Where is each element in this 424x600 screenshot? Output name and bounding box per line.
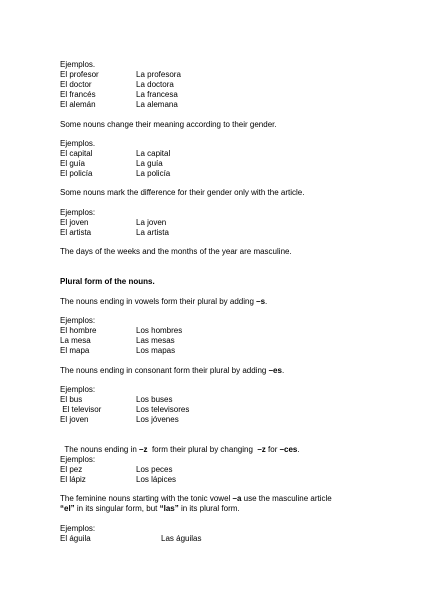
rule-paragraph bbox=[60, 494, 332, 504]
example-left: El profesor bbox=[60, 70, 99, 79]
example-left: El bus bbox=[60, 395, 83, 404]
example-right: La guía bbox=[136, 159, 163, 168]
example-right: La profesora bbox=[136, 70, 181, 79]
rule-suffix: –s bbox=[256, 297, 266, 306]
example-left: El joven bbox=[60, 218, 89, 227]
examples-label: Ejemplos. bbox=[60, 60, 96, 69]
rule-text: . bbox=[265, 297, 268, 306]
rule-paragraph bbox=[60, 297, 267, 307]
example-left: El francés bbox=[60, 90, 96, 99]
example-left: El guía bbox=[60, 159, 85, 168]
example-right: Los jóvenes bbox=[136, 415, 179, 424]
example-right: Los lápices bbox=[136, 475, 177, 484]
rule-suffix: –z bbox=[139, 445, 148, 454]
paragraph: Some nouns mark the difference for their gender only with the article. bbox=[60, 188, 305, 197]
example-right: La joven bbox=[136, 218, 167, 227]
rule-suffix: –z bbox=[257, 445, 266, 454]
example-right: Las águilas bbox=[161, 534, 202, 543]
example-left: El capital bbox=[60, 149, 93, 158]
example-right: La policía bbox=[136, 169, 171, 178]
paragraph: Some nouns change their meaning according to their gender. bbox=[60, 120, 277, 129]
rule-text: The nouns ending in consonant form their plural by adding bbox=[60, 366, 269, 375]
rule-paragraph bbox=[60, 435, 300, 455]
rule-text: The nouns ending in vowels form their plural by adding bbox=[60, 297, 257, 306]
paragraph: The days of the weeks and the months of the year are masculine. bbox=[60, 247, 292, 256]
examples-label: Ejemplos: bbox=[60, 316, 96, 325]
example-right: Los televisores bbox=[136, 405, 190, 414]
examples-label: Ejemplos. bbox=[60, 139, 96, 148]
rule-suffix: –a bbox=[232, 494, 242, 503]
example-left: El hombre bbox=[60, 326, 97, 335]
example-right: Los hombres bbox=[136, 326, 183, 335]
example-right: La doctora bbox=[136, 80, 174, 89]
rule-text: form their plural by changing bbox=[147, 445, 258, 454]
example-right: La capital bbox=[136, 149, 171, 158]
example-right: Los mapas bbox=[136, 346, 176, 355]
examples-label: Ejemplos: bbox=[60, 524, 96, 533]
example-left: El pez bbox=[60, 465, 83, 474]
rule-text: The feminine nouns starting with the tonic vowel bbox=[60, 494, 233, 503]
rule-suffix: –ces bbox=[279, 445, 298, 454]
example-right: La alemana bbox=[136, 100, 178, 109]
example-left: El joven bbox=[60, 415, 89, 424]
section-heading: Plural form of the nouns. bbox=[60, 277, 155, 286]
example-left: El alemán bbox=[60, 100, 96, 109]
example-left: La mesa bbox=[60, 336, 91, 345]
rule-text: . bbox=[281, 366, 285, 375]
rule-text: in its plural form. bbox=[178, 504, 240, 513]
rule-text: . bbox=[297, 445, 300, 454]
rule-text: use the masculine article bbox=[241, 494, 332, 503]
rule-paragraph bbox=[60, 504, 240, 514]
examples-label: Ejemplos: bbox=[60, 385, 96, 394]
examples-label: Ejemplos: bbox=[60, 455, 96, 464]
examples-label: Ejemplos: bbox=[60, 208, 96, 217]
article-el: “el” bbox=[60, 504, 75, 513]
rule-suffix: –es bbox=[268, 366, 282, 375]
example-left: El doctor bbox=[60, 80, 92, 89]
example-left: El mapa bbox=[60, 346, 90, 355]
example-right: Los peces bbox=[136, 465, 173, 474]
article-las: “las” bbox=[159, 504, 179, 513]
example-right: Los buses bbox=[136, 395, 173, 404]
example-right: La francesa bbox=[136, 90, 178, 99]
example-right: La artista bbox=[136, 228, 169, 237]
rule-text: The nouns ending in bbox=[64, 445, 140, 454]
rule-text: in its singular form, but bbox=[74, 504, 160, 513]
example-left: El lápiz bbox=[60, 475, 86, 484]
example-left: El televisor bbox=[60, 405, 102, 414]
example-left: El artista bbox=[60, 228, 92, 237]
rule-text: for bbox=[265, 445, 280, 454]
example-left: El águila bbox=[60, 534, 91, 543]
rule-paragraph bbox=[60, 366, 284, 376]
example-right: Las mesas bbox=[136, 336, 175, 345]
example-left: El policía bbox=[60, 169, 93, 178]
